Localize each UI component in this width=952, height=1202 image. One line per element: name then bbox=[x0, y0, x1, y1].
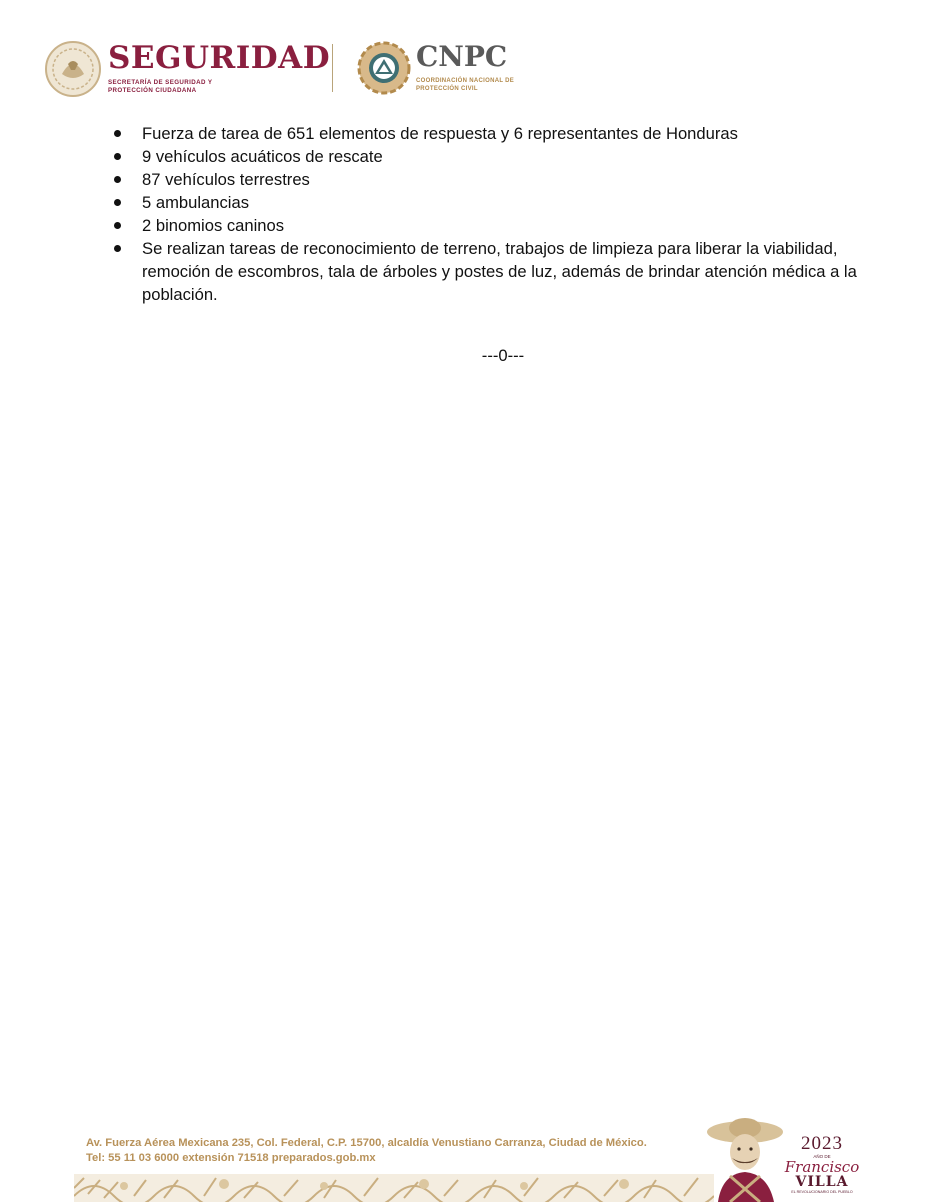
seguridad-title: SEGURIDAD bbox=[108, 40, 331, 76]
francisco-villa-2023-logo bbox=[782, 1134, 862, 1200]
list-item bbox=[114, 191, 874, 214]
logo-surname: VILLA bbox=[795, 1174, 849, 1190]
bullet-icon bbox=[114, 199, 121, 206]
bullet-icon bbox=[114, 153, 121, 160]
national-seal-icon bbox=[44, 40, 102, 98]
logo-name: Francisco bbox=[784, 1158, 860, 1176]
cnpc-title: CNPC bbox=[416, 40, 508, 73]
list-item bbox=[114, 145, 874, 168]
document-body bbox=[114, 122, 874, 306]
list-item-text: Fuerza de tarea de 651 elementos de respuesta y 6 representantes de Honduras bbox=[142, 124, 738, 143]
bullet-icon bbox=[114, 130, 121, 137]
list-item-text: Se realizan tareas de reconocimiento de terreno, trabajos de limpieza para liberar la viabilidad, remoción de escombros, tala de árboles y postes de luz, además de brindar atención médica a la población. bbox=[142, 239, 857, 304]
bullet-icon bbox=[114, 222, 121, 229]
list-item bbox=[114, 168, 874, 191]
seguridad-subtitle: SECRETARÍA DE SEGURIDAD Y PROTECCIÓN CIUDADANA bbox=[108, 79, 213, 94]
bullet-icon bbox=[114, 245, 121, 252]
logo-tagline: EL REVOLUCIONARIO DEL PUEBLO bbox=[791, 1190, 853, 1194]
list-item-text: 9 vehículos acuáticos de rescate bbox=[142, 147, 383, 166]
end-marker: ---0--- bbox=[481, 346, 525, 365]
logo-year: 2023 bbox=[801, 1133, 843, 1154]
footer-contact bbox=[86, 1136, 647, 1166]
decorative-pattern-band bbox=[74, 1174, 714, 1202]
list-item-text: 87 vehículos terrestres bbox=[142, 170, 310, 189]
page-header bbox=[44, 38, 544, 100]
logo-small-text: AÑO DE bbox=[813, 1154, 831, 1159]
cnpc-logo-icon bbox=[357, 41, 411, 95]
resources-list bbox=[114, 122, 874, 306]
list-item-text: 5 ambulancias bbox=[142, 193, 250, 212]
footer-phone: Tel: 55 11 03 6000 extensión 71518 preparados.gob.mx bbox=[86, 1152, 376, 1164]
list-item-text: 2 binomios caninos bbox=[142, 216, 285, 235]
header-divider bbox=[332, 44, 333, 92]
list-item bbox=[114, 237, 874, 306]
footer-address: Av. Fuerza Aérea Mexicana 235, Col. Federal, C.P. 15700, alcaldía Venustiano Carranza, Ciudad de México. bbox=[86, 1137, 647, 1149]
list-item bbox=[114, 122, 874, 145]
bullet-icon bbox=[114, 176, 121, 183]
cnpc-subtitle: COORDINACIÓN NACIONAL DE PROTECCIÓN CIVIL bbox=[416, 78, 515, 92]
francisco-villa-portrait-icon bbox=[700, 1116, 790, 1202]
list-item bbox=[114, 214, 874, 237]
